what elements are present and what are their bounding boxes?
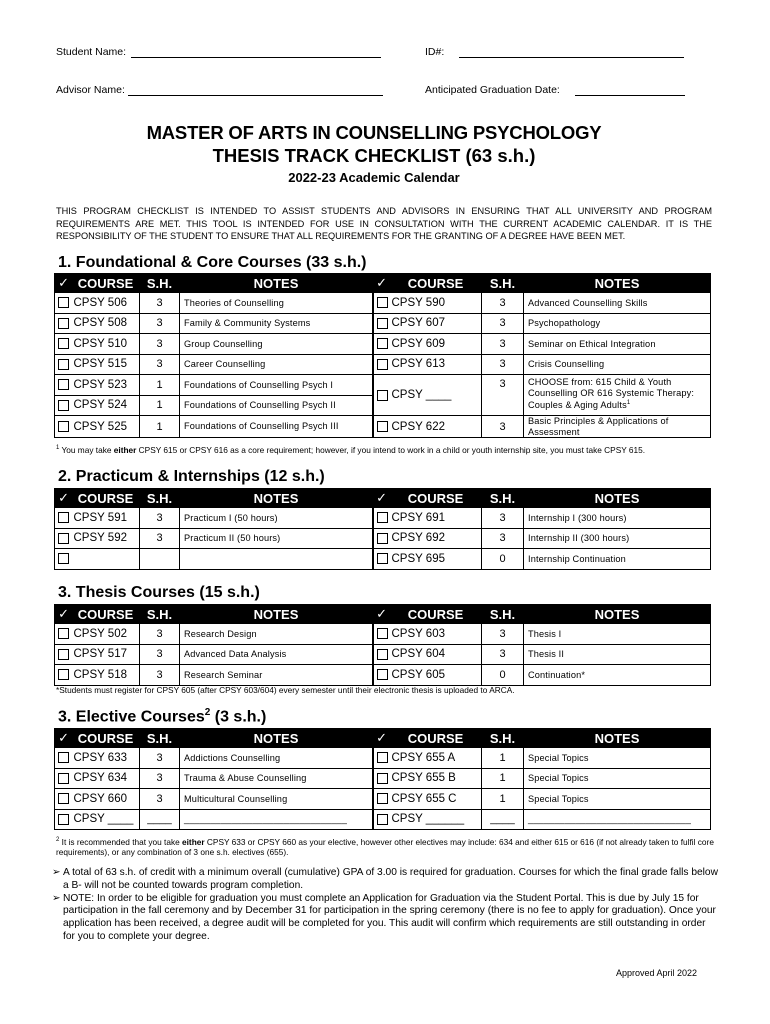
bullet-text: A total of 63 s.h. of credit with a minimum overall (cumulative) GPA of 3.00 is required for graduation. Courses for which the final grade falls below a B- will not be counted towards program completion. [63,867,718,891]
course-column-header: COURSE [390,274,482,293]
checkbox[interactable] [58,773,69,784]
sh-column-header: S.H. [482,489,524,508]
checkbox[interactable] [58,297,69,308]
course-notes: Advanced Counselling Skills [524,293,711,314]
course-sh: 3 [140,528,180,549]
arrow-bullet-icon: ➢ [52,892,61,904]
course-checkbox-cell[interactable] [373,375,390,416]
course-code: CPSY 633 [72,748,140,769]
course-notes: Practicum I (50 hours) [180,508,373,529]
document-title: MASTER OF ARTS IN COUNSELLING PSYCHOLOGY [146,122,602,143]
course-sh: 1 [140,375,180,396]
course-notes: Special Topics [524,789,711,810]
table-practicum [54,488,711,570]
advisor-name-line[interactable] [128,95,383,96]
table-foundational [54,273,711,438]
checkbox[interactable] [58,793,69,804]
table-elective [54,728,711,830]
course-code [72,549,140,570]
course-code: CPSY 613 [390,354,482,375]
course-checkbox-cell[interactable] [55,354,72,375]
checkbox[interactable] [377,793,388,804]
checkbox[interactable] [377,752,388,763]
table-header-row [55,729,711,748]
course-sh: 3 [140,644,180,665]
notes-column-header: NOTES [180,729,373,748]
course-code: CPSY 592 [72,528,140,549]
table-row [55,789,711,810]
course-checkbox-cell[interactable] [373,416,390,438]
course-notes: Internship I (300 hours) [524,508,711,529]
course-notes-text: CHOOSE from: 615 Child & Youth Counselling OR 616 Systemic Therapy: Couples & Aging Adults [528,377,695,411]
student-name-field[interactable] [56,46,381,58]
course-sh: 3 [140,334,180,355]
course-sh: ____ [140,809,180,830]
course-checkbox-cell[interactable] [373,789,390,810]
footnote-1-marker: 1 [56,445,60,451]
advisor-name-label: Advisor Name: [56,84,125,96]
course-notes: Trauma & Abuse Counselling [180,768,373,789]
notes-column-header: NOTES [524,729,711,748]
checkbox[interactable] [377,297,388,308]
checkbox[interactable] [377,421,388,432]
course-code: CPSY 655 A [390,748,482,769]
advisor-name-field[interactable] [56,84,383,96]
footnote-1-bold: either [113,444,137,455]
course-notes: Special Topics [524,748,711,769]
bullet-item [52,867,718,893]
check-column-header: ✓ [55,274,72,293]
course-sh: 3 [140,665,180,686]
course-checkbox-cell[interactable] [373,528,390,549]
course-checkbox-cell[interactable] [55,768,72,789]
course-checkbox-cell[interactable] [55,748,72,769]
course-sh: 3 [140,293,180,314]
sh-column-header: S.H. [140,729,180,748]
requirements-notes [52,867,718,944]
checkbox[interactable] [58,533,69,544]
footnote-2 [56,835,716,858]
id-label: ID#: [425,46,445,58]
course-code: CPSY 518 [72,665,140,686]
course-notes: _______________________________ [524,809,711,830]
course-code: CPSY 692 [390,528,482,549]
table-row [55,293,711,314]
course-notes: Advanced Data Analysis [180,644,373,665]
sh-column-header: S.H. [140,274,180,293]
course-sh: 3 [482,293,524,314]
course-code: CPSY 604 [390,644,482,665]
course-code: CPSY 603 [390,624,482,645]
footnote-thesis: *Students must register for CPSY 605 (after CPSY 603/604) every semester until their electronic thesis is uploaded to ARCA. [56,685,515,695]
table-header-row [55,274,711,293]
checkbox[interactable] [58,553,69,564]
checkbox[interactable] [377,773,388,784]
check-column-header: ✓ [373,274,390,293]
table-row [55,354,711,375]
course-code: CPSY ____ [72,809,140,830]
course-notes [524,375,711,416]
course-code: CPSY 655 B [390,768,482,789]
sh-column-header: S.H. [140,489,180,508]
course-code: CPSY 591 [72,508,140,529]
check-column-header: ✓ [373,489,390,508]
course-notes: Foundations of Counselling Psych II [180,395,373,416]
bullet-text: NOTE: In order to be eligible for graduation you must complete an Application for Graduation via the Student Portal. This is due by July 15 for participation in the fall ceremony and by December 31 for participation in the spring ceremony (there is no fee to apply for graduation). Once your application has been received, a degree audit will be completed for you. This audit will confirm which requirements are still outstanding in order for you to complete your degree. [63,892,716,942]
course-code: CPSY 695 [390,549,482,570]
course-sh: 3 [140,624,180,645]
footnote-2-marker: 2 [56,837,60,843]
table-row [55,416,711,438]
course-notes: Special Topics [524,768,711,789]
course-notes: Thesis I [524,624,711,645]
table-row [55,375,711,396]
sh-column-header: S.H. [482,274,524,293]
course-sh: 1 [140,416,180,438]
course-checkbox-cell[interactable] [55,549,72,570]
course-checkbox-cell[interactable] [55,313,72,334]
course-column-header: COURSE [72,605,140,624]
checkbox[interactable] [377,390,388,401]
table-thesis [54,604,711,686]
course-notes: Theories of Counselling [180,293,373,314]
course-checkbox-cell[interactable] [373,508,390,529]
course-checkbox-cell[interactable] [373,334,390,355]
course-checkbox-cell[interactable] [55,528,72,549]
course-column-header: COURSE [390,489,482,508]
checkbox[interactable] [58,512,69,523]
footnote-2-text-a: It is recommended that you take [59,836,183,847]
course-sh: 3 [140,768,180,789]
table-header-row [55,489,711,508]
course-checkbox-cell[interactable] [373,665,390,686]
course-sh: 1 [482,768,524,789]
course-notes: Crisis Counselling [524,354,711,375]
course-notes: Foundations of Counselling Psych III [180,416,373,438]
check-column-header: ✓ [373,729,390,748]
notes-column-header: NOTES [180,274,373,293]
course-sh: 3 [482,334,524,355]
table-row [55,665,711,686]
course-checkbox-cell[interactable] [373,293,390,314]
checkbox[interactable] [377,359,388,370]
check-column-header: ✓ [55,489,72,508]
checkbox[interactable] [58,628,69,639]
course-checkbox-cell[interactable] [55,789,72,810]
table-row [55,768,711,789]
course-sh: 3 [140,748,180,769]
course-notes: Internship Continuation [524,549,711,570]
course-checkbox-cell[interactable] [55,293,72,314]
course-notes: Addictions Counselling [180,748,373,769]
course-notes: Thesis II [524,644,711,665]
checkbox[interactable] [58,359,69,370]
elective-title-sup: 2 [204,707,211,718]
graduation-date-field[interactable] [425,84,685,96]
course-column-header: COURSE [72,274,140,293]
course-code: CPSY 524 [72,395,140,416]
notes-column-header: NOTES [524,489,711,508]
section-title-elective [58,707,266,726]
section-title-practicum: 2. Practicum & Internships (12 s.h.) [58,468,325,485]
table-row [55,748,711,769]
course-column-header: COURSE [390,605,482,624]
course-sh: 3 [482,528,524,549]
notes-column-header: NOTES [524,605,711,624]
course-sh: 3 [140,789,180,810]
course-sh: 3 [482,313,524,334]
course-sh: 3 [482,416,524,438]
checkbox[interactable] [58,814,69,825]
id-line[interactable] [459,57,684,58]
footnote-1-text-b: CPSY 615 or CPSY 616 as a core requirement; however, if you intend to work in a child or youth internship site, you must take CPSY 615. [136,444,646,455]
course-code: CPSY 502 [72,624,140,645]
course-checkbox-cell[interactable] [55,644,72,665]
course-sh: 0 [482,549,524,570]
course-checkbox-cell[interactable] [373,624,390,645]
course-code: CPSY 506 [72,293,140,314]
course-checkbox-cell[interactable] [373,748,390,769]
footnote-2-bold: either [182,836,205,847]
course-sh: 1 [482,789,524,810]
course-checkbox-cell[interactable] [373,313,390,334]
checkbox[interactable] [377,814,388,825]
checkbox[interactable] [58,338,69,349]
checkbox[interactable] [58,649,69,660]
course-sh: 0 [482,665,524,686]
table-row [55,528,711,549]
course-sh: 3 [482,508,524,529]
checkbox[interactable] [377,649,388,660]
course-notes: Group Counselling [180,334,373,355]
course-code: CPSY 660 [72,789,140,810]
course-column-header: COURSE [390,729,482,748]
check-column-header: ✓ [55,729,72,748]
course-checkbox-cell[interactable] [373,354,390,375]
course-code: CPSY 525 [72,416,140,438]
checkbox[interactable] [377,512,388,523]
elective-title-a: 3. Elective Courses [58,708,205,726]
graduation-date-label: Anticipated Graduation Date: [425,84,560,96]
sh-column-header: S.H. [482,605,524,624]
course-checkbox-cell[interactable] [55,416,72,438]
course-sh: 3 [482,375,524,416]
section-title-foundational: 1. Foundational & Core Courses (33 s.h.) [58,254,367,271]
course-sh: 3 [482,644,524,665]
course-checkbox-cell[interactable] [373,549,390,570]
course-code: CPSY ______ [390,809,482,830]
table-header-row [55,605,711,624]
course-code: CPSY 517 [72,644,140,665]
table-row [55,624,711,645]
notes-column-header: NOTES [180,605,373,624]
document-subtitle: THESIS TRACK CHECKLIST (63 s.h.) [212,145,536,166]
course-column-header: COURSE [72,729,140,748]
table-row [55,334,711,355]
intro-paragraph: THIS PROGRAM CHECKLIST IS INTENDED TO ASSIST STUDENTS AND ADVISORS IN ENSURING THAT ALL UNIVERSITY AND PROGRAM REQUIREMENTS ARE MET. THIS TOOL IS INTENDED FOR USE IN CONSULTATION WITH THE CURRENT ACADEMIC CALENDAR. IT IS THE RESPONSIBILITY OF THE STUDENT TO ENSURE THAT ALL REQUIREMENTS FOR THE GRANTING OF A DEGREE HAVE BEEN MET. [56,206,712,242]
course-notes: Career Counselling [180,354,373,375]
notes-column-header: NOTES [524,274,711,293]
course-code: CPSY 515 [72,354,140,375]
course-notes: _______________________________ [180,809,373,830]
course-sh: 3 [140,354,180,375]
footnote-2-text-b: CPSY 633 or CPSY 660 as your elective, however other electives may include: 634 and either 615 or 616 (if not already taken to fulfil core requirements), or any combination of 3 one s.h. electives (655). [56,836,714,858]
course-sh: 3 [140,508,180,529]
course-notes: Multicultural Counselling [180,789,373,810]
course-notes [180,549,373,570]
checkbox[interactable] [377,669,388,680]
course-checkbox-cell[interactable] [55,809,72,830]
checkbox[interactable] [58,752,69,763]
course-code: CPSY ____ [390,375,482,416]
course-sh: 3 [482,354,524,375]
course-checkbox-cell[interactable] [55,665,72,686]
sh-column-header: S.H. [140,605,180,624]
table-row [55,313,711,334]
elective-title-b: (3 s.h.) [210,708,267,726]
course-code: CPSY 523 [72,375,140,396]
id-field[interactable] [425,46,684,58]
course-checkbox-cell[interactable] [55,334,72,355]
course-checkbox-cell[interactable] [373,644,390,665]
course-checkbox-cell[interactable] [373,768,390,789]
course-code: CPSY 609 [390,334,482,355]
table-row [55,508,711,529]
course-notes: Practicum II (50 hours) [180,528,373,549]
course-sh: 1 [482,748,524,769]
graduation-date-line[interactable] [575,95,685,96]
checkbox[interactable] [377,533,388,544]
checkbox[interactable] [377,553,388,564]
course-code: CPSY 655 C [390,789,482,810]
course-checkbox-cell[interactable] [373,809,390,830]
course-notes: Research Seminar [180,665,373,686]
course-code: CPSY 508 [72,313,140,334]
course-notes: Basic Principles & Applications of Assessment [524,416,711,438]
course-sh: 3 [482,624,524,645]
student-name-label: Student Name: [56,46,127,58]
footnote-marker: 1 [626,400,631,406]
course-code: CPSY 634 [72,768,140,789]
course-notes: Internship II (300 hours) [524,528,711,549]
check-column-header: ✓ [373,605,390,624]
course-code: CPSY 622 [390,416,482,438]
course-notes: Psychopathology [524,313,711,334]
bullet-item [52,893,718,944]
course-column-header: COURSE [72,489,140,508]
course-notes: Foundations of Counselling Psych I [180,375,373,396]
checkbox[interactable] [58,669,69,680]
course-sh: 1 [140,395,180,416]
student-name-line[interactable] [131,57,381,58]
course-checkbox-cell[interactable] [55,624,72,645]
course-notes: Continuation* [524,665,711,686]
sh-column-header: S.H. [482,729,524,748]
course-checkbox-cell[interactable] [55,375,72,396]
course-code: CPSY 510 [72,334,140,355]
table-row [55,549,711,570]
table-row [55,644,711,665]
notes-column-header: NOTES [180,489,373,508]
footnote-1 [56,443,716,455]
checkbox[interactable] [377,338,388,349]
arrow-bullet-icon: ➢ [52,867,61,878]
footnote-1-text-a: You may take [59,444,114,455]
course-sh [140,549,180,570]
academic-calendar: 2022-23 Academic Calendar [288,170,460,185]
checkbox[interactable] [377,318,388,329]
checkbox[interactable] [58,421,69,432]
course-code: CPSY 590 [390,293,482,314]
checkbox[interactable] [377,628,388,639]
checkbox[interactable] [58,318,69,329]
course-notes: Family & Community Systems [180,313,373,334]
course-code: CPSY 607 [390,313,482,334]
course-sh: 3 [140,313,180,334]
course-code: CPSY 691 [390,508,482,529]
checkbox[interactable] [58,379,69,390]
course-checkbox-cell[interactable] [55,395,72,416]
course-sh: ____ [482,809,524,830]
approved-date: Approved April 2022 [616,968,698,978]
course-notes: Research Design [180,624,373,645]
section-title-thesis: 3. Thesis Courses (15 s.h.) [58,584,260,601]
course-code: CPSY 605 [390,665,482,686]
checkbox[interactable] [58,400,69,411]
check-column-header: ✓ [55,605,72,624]
table-row [55,809,711,830]
course-notes: Seminar on Ethical Integration [524,334,711,355]
course-checkbox-cell[interactable] [55,508,72,529]
